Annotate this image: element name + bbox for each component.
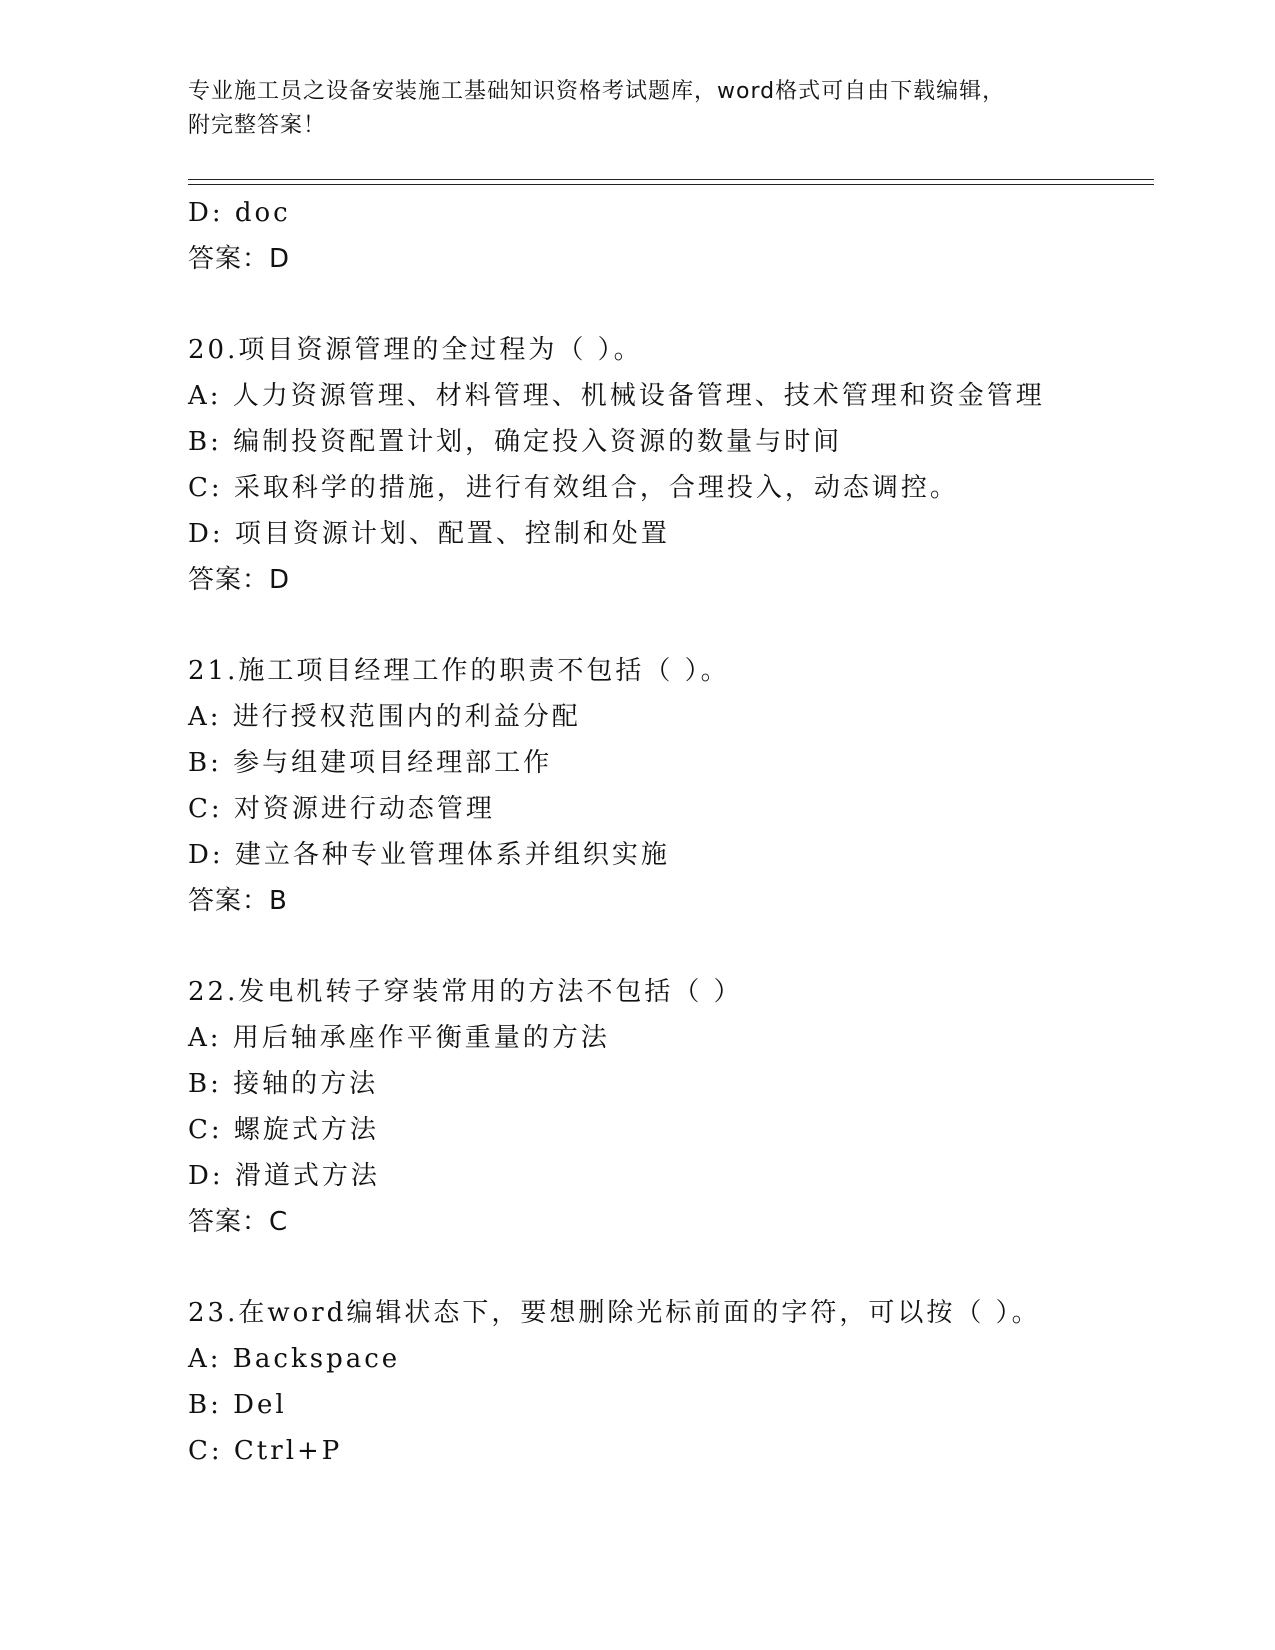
answer-line: 答案：C xyxy=(188,1207,289,1237)
spacer xyxy=(188,603,1148,648)
option-c: C: 螺旋式方法 xyxy=(188,1115,379,1145)
header-divider-bottom xyxy=(188,184,1154,185)
question-21 xyxy=(188,648,1148,924)
prev-answer: 答案：D xyxy=(188,244,291,274)
option-a: A: 进行授权范围内的利益分配 xyxy=(188,702,581,732)
option-a: A: 人力资源管理、材料管理、机械设备管理、技术管理和资金管理 xyxy=(188,381,1045,411)
option-b: B: 编制投资配置计划，确定投入资源的数量与时间 xyxy=(188,427,843,457)
option-c: C: Ctrl+P xyxy=(188,1436,343,1466)
option-b: B: 参与组建项目经理部工作 xyxy=(188,748,553,778)
question-23 xyxy=(188,1290,1148,1474)
option-d: D: 项目资源计划、配置、控制和处置 xyxy=(188,519,670,549)
question-list xyxy=(188,190,1148,1474)
spacer xyxy=(188,924,1148,969)
answer-line: 答案：B xyxy=(188,886,288,916)
option-c: C: 对资源进行动态管理 xyxy=(188,794,495,824)
option-b: B: Del xyxy=(188,1390,287,1420)
option-d: D: 建立各种专业管理体系并组织实施 xyxy=(188,840,670,870)
option-c: C: 采取科学的措施，进行有效组合，合理投入，动态调控。 xyxy=(188,473,959,503)
question-stem: 21.施工项目经理工作的职责不包括（ ）。 xyxy=(188,656,730,686)
header-line-1: 专业施工员之设备安装施工基础知识资格考试题库，word格式可自由下载编辑， xyxy=(188,79,1006,104)
header-divider-top xyxy=(188,179,1154,180)
spacer xyxy=(188,282,1148,327)
document-header xyxy=(188,75,1088,143)
option-a: A: Backspace xyxy=(188,1344,401,1374)
answer-line: 答案：D xyxy=(188,565,291,595)
question-22 xyxy=(188,969,1148,1245)
question-stem: 20.项目资源管理的全过程为（ ）。 xyxy=(188,335,643,365)
question-20 xyxy=(188,327,1148,603)
question-stem: 22.发电机转子穿装常用的方法不包括（ ） xyxy=(188,977,743,1007)
option-d: D: 滑道式方法 xyxy=(188,1161,380,1191)
question-stem: 23.在word编辑状态下，要想删除光标前面的字符，可以按（ ）。 xyxy=(188,1298,1041,1328)
prev-option-d: D: doc xyxy=(188,198,291,228)
header-line-2: 附完整答案！ xyxy=(188,113,327,138)
option-a: A: 用后轴承座作平衡重量的方法 xyxy=(188,1023,610,1053)
spacer xyxy=(188,1245,1148,1290)
option-b: B: 接轴的方法 xyxy=(188,1069,379,1099)
